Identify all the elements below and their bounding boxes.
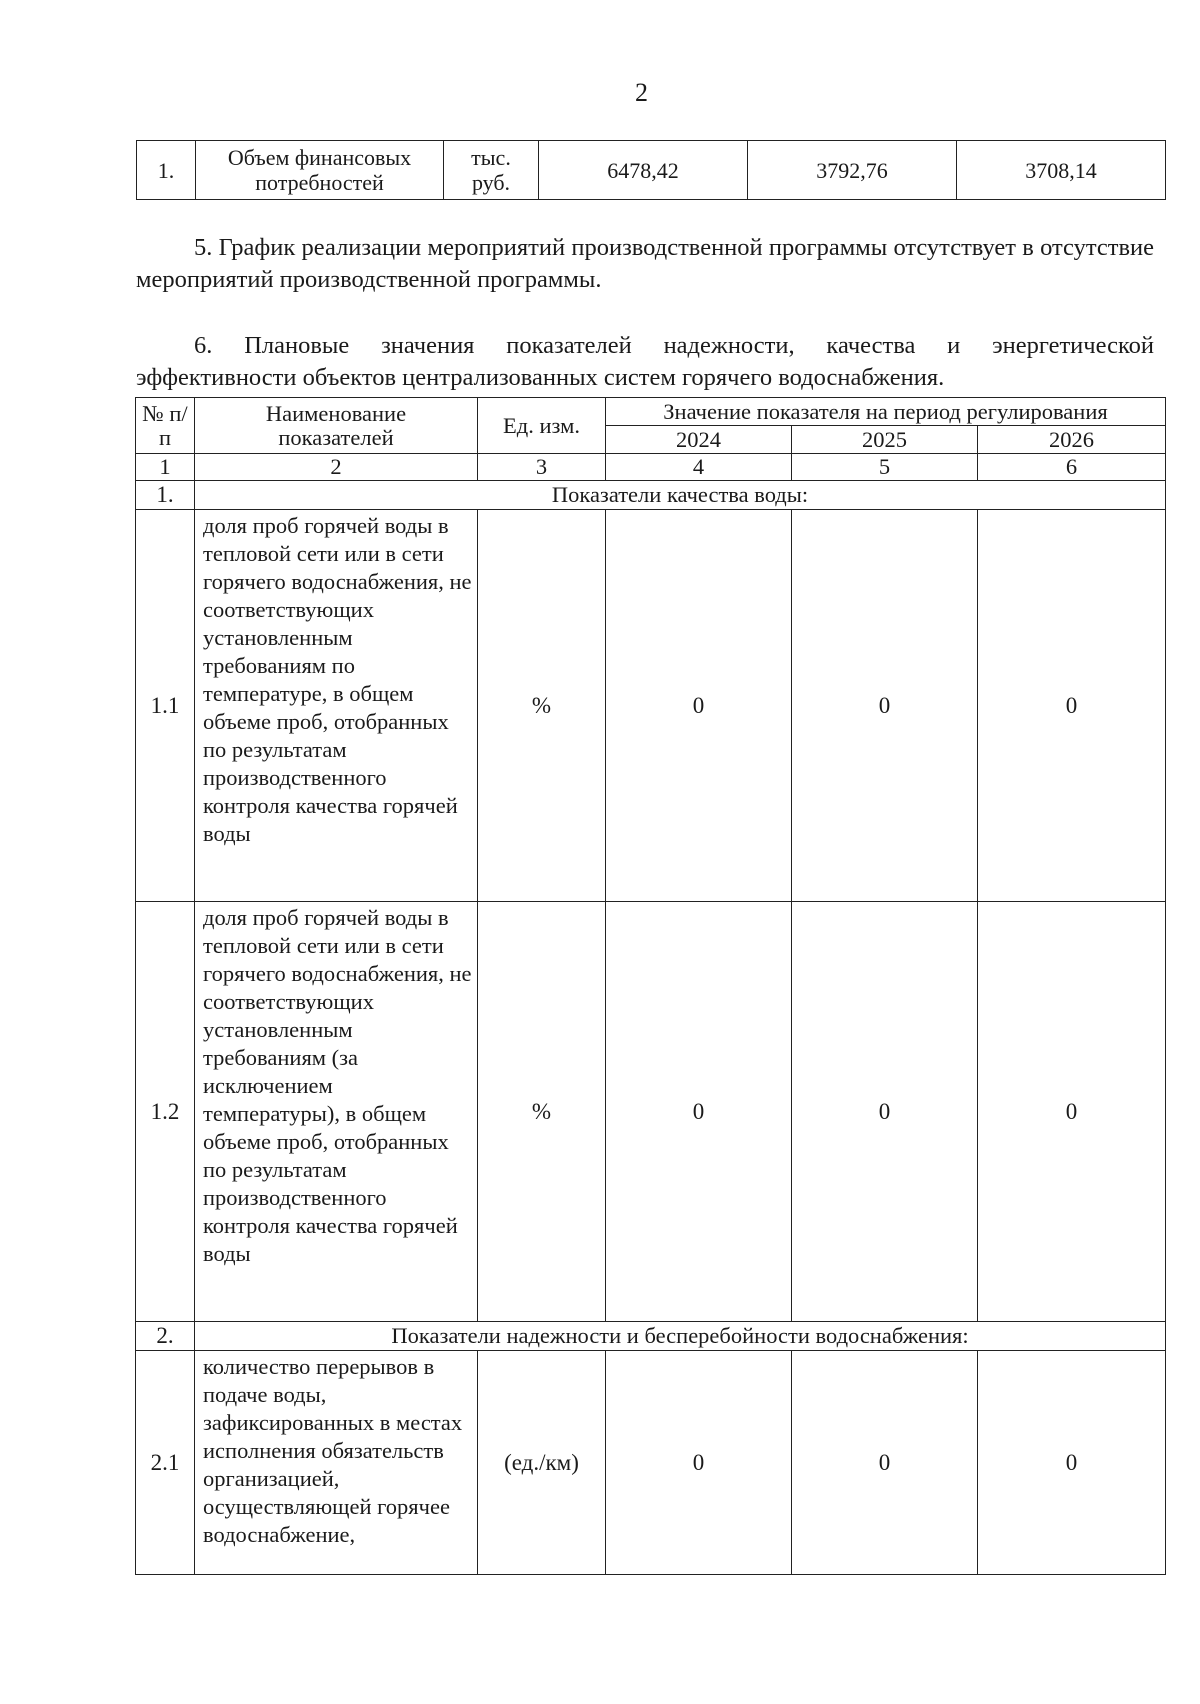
section-6-heading-line-2: эффективности объектов централизованных систем горячего водоснабжения. — [136, 364, 945, 391]
row-number: 2.1 — [136, 1351, 195, 1575]
unit-cell: тыс. руб. — [444, 141, 539, 200]
column-numbers-row — [136, 454, 1166, 481]
value-2026: 0 — [978, 1351, 1166, 1575]
table-row — [136, 510, 1166, 902]
value-2025: 3792,76 — [748, 141, 957, 200]
section-row — [136, 481, 1166, 510]
header-num: № п/п — [136, 398, 195, 454]
column-number: 2 — [195, 454, 478, 481]
table-row — [136, 902, 1166, 1322]
value-2025: 0 — [792, 902, 978, 1322]
value-2025: 0 — [792, 1351, 978, 1575]
section-title: Показатели качества воды: — [195, 481, 1166, 510]
indicator-name: Объем финансовых потребностей — [196, 141, 444, 200]
unit-cell: % — [478, 902, 606, 1322]
value-2024: 6478,42 — [539, 141, 748, 200]
column-number: 5 — [792, 454, 978, 481]
section-number: 2. — [136, 1322, 195, 1351]
indicators-table — [135, 397, 1166, 1575]
table-row — [137, 141, 1166, 200]
section-title: Показатели надежности и бесперебойности водоснабжения: — [195, 1322, 1166, 1351]
table-header-row — [136, 398, 1166, 426]
value-2024: 0 — [606, 902, 792, 1322]
column-number: 6 — [978, 454, 1166, 481]
value-2026: 3708,14 — [957, 141, 1166, 200]
page-number: 2 — [635, 78, 648, 107]
row-number: 1.1 — [136, 510, 195, 902]
column-number: 1 — [136, 454, 195, 481]
unit-cell: (ед./км) — [478, 1351, 606, 1575]
row-number: 1. — [137, 141, 196, 200]
section-5-paragraph: 5. График реализации мероприятий производственной программы отсутствует в отсутствие мероприятий производственной программы. — [136, 234, 1154, 293]
value-2025: 0 — [792, 510, 978, 902]
header-period: Значение показателя на период регулирования — [606, 398, 1166, 426]
column-number: 4 — [606, 454, 792, 481]
value-2024: 0 — [606, 510, 792, 902]
row-number: 1.2 — [136, 902, 195, 1322]
finance-table — [136, 140, 1166, 200]
indicator-name: доля проб горячей воды в тепловой сети или в сети горячего водоснабжения, не соответствующих установленным требованиям (за исключением температуры), в общем объеме проб, отобранных по результатам производственного контроля качества горячей воды — [195, 902, 478, 1322]
header-unit: Ед. изм. — [478, 398, 606, 454]
section-row — [136, 1322, 1166, 1351]
header-year-2026: 2026 — [978, 426, 1166, 454]
value-2026: 0 — [978, 902, 1166, 1322]
table-row — [136, 1351, 1166, 1575]
column-number: 3 — [478, 454, 606, 481]
header-year-2025: 2025 — [792, 426, 978, 454]
section-6-heading-line-1: 6. Плановые значения показателей надежности, качества и энергетической — [194, 332, 1154, 359]
section-number: 1. — [136, 481, 195, 510]
value-2026: 0 — [978, 510, 1166, 902]
unit-cell: % — [478, 510, 606, 902]
indicator-name: количество перерывов в подаче воды, зафиксированных в местах исполнения обязательств организацией, осуществляющей горячее водоснабжение, — [195, 1351, 478, 1575]
header-year-2024: 2024 — [606, 426, 792, 454]
indicator-name: доля проб горячей воды в тепловой сети или в сети горячего водоснабжения, не соответствующих установленным требованиям по температуре, в общем объеме проб, отобранных по результатам производственного контроля качества горячей воды — [195, 510, 478, 902]
value-2024: 0 — [606, 1351, 792, 1575]
header-name: Наименование показателей — [195, 398, 478, 454]
